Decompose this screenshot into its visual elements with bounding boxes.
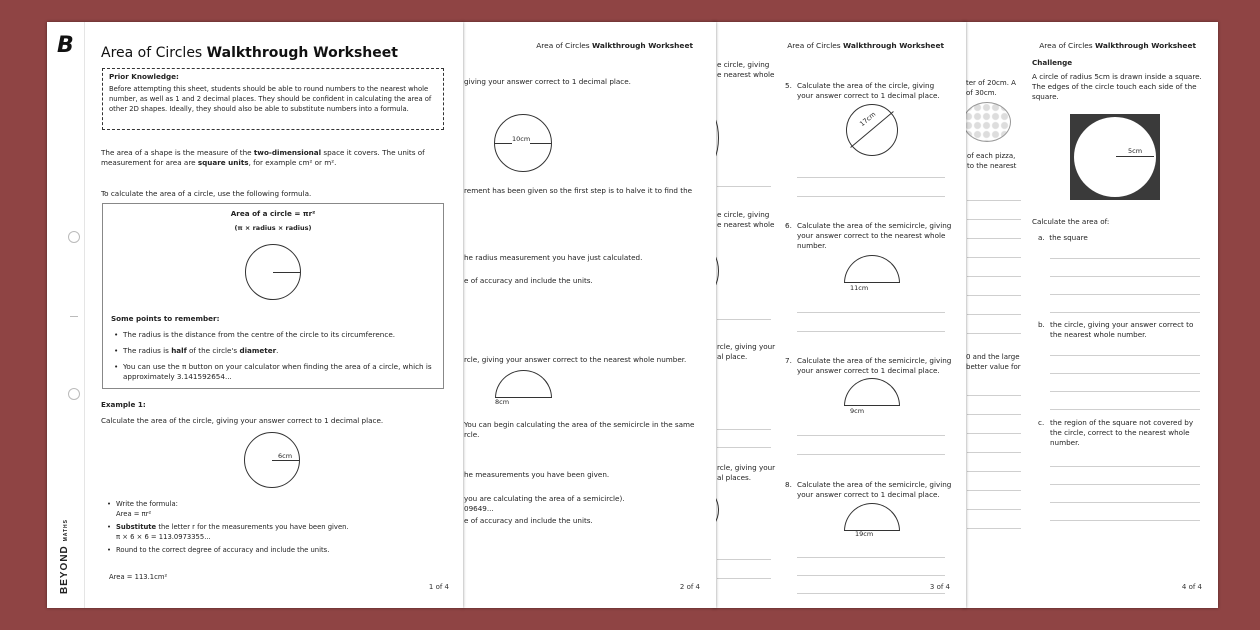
cut-text: rement has been given so the first step is to halve it to find the (464, 186, 693, 195)
cut-text: e of accuracy and include the units. (464, 276, 593, 285)
question-7: Calculate the area of the semicircle, giving your answer correct to 1 decimal place. (797, 356, 952, 376)
semicircle-diagram (844, 503, 900, 531)
cut-text: he radius measurement you have just calculated. (464, 253, 643, 262)
calc-text: Calculate the area of: (1032, 217, 1110, 226)
radius-label: 5cm (1128, 147, 1143, 155)
radius-label: 6cm (278, 452, 293, 460)
binder-hole (68, 231, 80, 243)
diameter-label: 9cm (850, 407, 865, 415)
points-heading: Some points to remember: (111, 314, 220, 323)
running-header: Area of Circles Walkthrough Worksheet (787, 41, 944, 50)
cut-text: ter of 20cm. A of 30cm. (966, 79, 1016, 97)
diameter-label: 10cm (512, 135, 531, 143)
step: • Substitute the letter r for the measurements you have been given. π × 6 × 6 = 113.0973355... (104, 523, 424, 542)
challenge-text: A circle of radius 5cm is drawn inside a square. The edges of the circle touch each side of the square. (1032, 72, 1202, 102)
answer: Area = 113.1cm² (109, 573, 168, 581)
prior-knowledge-box (102, 68, 444, 130)
semicircle-diagram (495, 370, 552, 398)
page-number: 4 of 4 (1181, 583, 1202, 592)
question-6: Calculate the area of the semicircle, giving your answer correct to the nearest whole number. (797, 221, 952, 251)
diameter-label: 11cm (850, 284, 869, 292)
worksheet-page-1 (47, 22, 463, 608)
intro-text: The area of a shape is the measure of the two-dimensional space it covers. The units of measurement for area are square units, for example cm² or m². (101, 148, 425, 168)
running-header: Area of Circles Walkthrough Worksheet (536, 41, 693, 50)
cut-text: rcle, giving your answer correct to the nearest whole number. (464, 355, 687, 364)
formula: Area of a circle = πr² (230, 209, 316, 218)
step: • Write the formula: Area = πr² (104, 500, 424, 519)
page-title: Area of Circles Walkthrough Worksheet (101, 45, 398, 61)
question-c: c. the region of the square not covered by the circle, correct to the nearest whole number. (1038, 418, 1194, 448)
worksheet-page-2 (462, 22, 716, 608)
fold-mark (70, 316, 78, 317)
prior-heading: Prior Knowledge: (109, 72, 179, 81)
page-number: 3 of 4 (929, 583, 950, 592)
cut-text: 0 and the large better value for (966, 353, 1021, 371)
challenge-heading: Challenge (1032, 58, 1073, 67)
cut-text: e of accuracy and include the units. (464, 516, 593, 525)
question-5-number: 5. (785, 81, 792, 90)
example-circle (244, 432, 300, 488)
question-7-number: 7. (785, 356, 792, 365)
prior-text: Before attempting this sheet, students should be able to round numbers to the nearest whole number, as well as 1 and 2 decimal places. They should be confident in calculating the area of other 2D shapes. Ideally, they should also be able to substitute numbers into a formula. (109, 85, 432, 113)
semicircle-diagram (844, 378, 900, 406)
example-text: Calculate the area of the circle, giving your answer correct to 1 decimal place. (101, 416, 384, 425)
circle-diagram (846, 104, 898, 156)
diameter-label: 19cm (855, 530, 874, 538)
cut-text: e circle, giving e nearest whole (717, 60, 775, 80)
question-8-number: 8. (785, 480, 792, 489)
question-a: a. the square (1038, 233, 1088, 242)
question-5: Calculate the area of the circle, giving your answer correct to 1 decimal place. (797, 81, 940, 101)
example-heading: Example 1: (101, 400, 146, 409)
diameter-label: 17cm (858, 110, 878, 129)
cut-text: You can begin calculating the area of the semicircle in the same rcle. (464, 420, 695, 440)
page-number: 2 of 4 (679, 583, 700, 592)
question-8: Calculate the area of the semicircle, giving your answer correct to 1 decimal place. (797, 480, 952, 500)
worksheet-page-3 (713, 22, 966, 608)
radius-diagram (245, 244, 301, 300)
binder-hole (68, 388, 80, 400)
point: • You can use the π button on your calculator when finding the area of a circle, which is approximately 3.141592654... (111, 362, 439, 382)
page-number: 1 of 4 (428, 583, 449, 592)
cut-text: he measurements you have been given. (464, 470, 610, 479)
beyond-side-logo: BEYOND MATHS (59, 519, 70, 594)
points-list (111, 330, 439, 388)
beyond-logo: B (57, 33, 74, 58)
square-diagram (1070, 114, 1160, 200)
formula-box (102, 203, 444, 389)
running-header: Area of Circles Walkthrough Worksheet (1039, 41, 1196, 50)
semicircle-diagram (844, 255, 900, 283)
cut-text: you are calculating the area of a semicircle). 09649... (464, 494, 625, 514)
calc-intro: To calculate the area of a circle, use the following formula. (101, 189, 312, 198)
point: • The radius is half of the circle's diameter. (111, 346, 439, 356)
circle-diagram (494, 114, 552, 172)
pizza-image (963, 102, 1011, 142)
cut-text: e circle, giving e nearest whole (717, 210, 775, 230)
cut-text: rcle, giving your al place. (717, 342, 776, 362)
question-b: b. the circle, giving your answer correct to the nearest whole number. (1038, 320, 1194, 340)
cut-text: rcle, giving your al places. (717, 463, 776, 483)
step: • Round to the correct degree of accuracy and include the units. (104, 546, 424, 556)
question-6-number: 6. (785, 221, 792, 230)
point: • The radius is the distance from the centre of the circle to its circumference. (111, 330, 439, 340)
steps-list (104, 500, 424, 562)
cut-text: of each pizza, to the nearest (967, 152, 1017, 170)
cut-text: giving your answer correct to 1 decimal place. (464, 77, 631, 86)
diameter-label: 8cm (495, 398, 510, 406)
worksheet-page-4 (963, 22, 1218, 608)
formula-sub: (π × radius × radius) (234, 224, 312, 232)
